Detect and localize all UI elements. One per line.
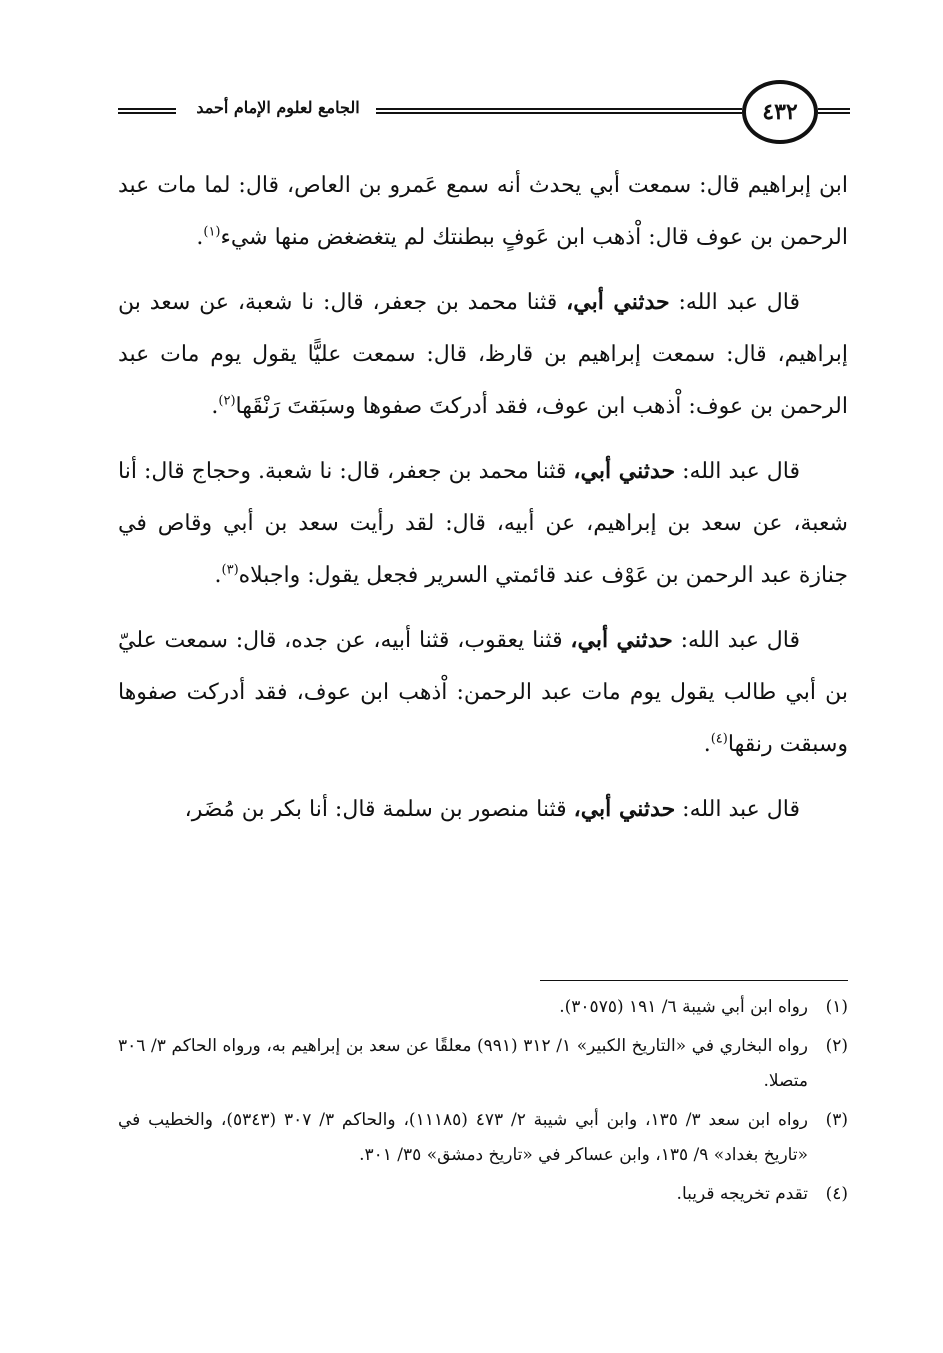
- paragraph-5-text: قثنا منصور بن سلمة قال: أنا بكر بن مُضَر،: [184, 797, 574, 822]
- footnote-separator: [540, 980, 848, 981]
- footnote-text: رواه البخاري في «التاريخ الكبير» ١/ ٣١٢ (٩٩١) معلقًا عن سعد بن إبراهيم به، ورواه الحاكم ٣/ ٣٠٦ متصلا.: [118, 1036, 808, 1091]
- paragraph-5-bold: حدثني أبي،: [573, 796, 676, 822]
- paragraph-3-end: .: [214, 563, 222, 588]
- running-title: الجامع لعلوم الإمام أحمد: [196, 98, 360, 117]
- paragraph-2-text: قثنا محمد بن جعفر، قال: نا شعبة، عن سعد بن إبراهيم، قال: سمعت إبراهيم بن قارظ، قال: سمعت عليًّا يقول يوم مات عبد الرحمن بن عوف: اْذهب ابن عوف، فقد أدركتَ صفوها وسبَقتَ رَنْقَها: [118, 290, 848, 419]
- footnote-ref-1: (١): [203, 224, 221, 240]
- footnote-ref-2: (٢): [218, 393, 236, 409]
- footnote-number: (٤): [825, 1184, 848, 1204]
- footnote-ref-4: (٤): [710, 731, 728, 747]
- paragraph-4-bold: حدثني أبي،: [570, 627, 673, 653]
- header-rule-left: [118, 108, 176, 114]
- page-number-frame: [742, 80, 818, 144]
- footnote-number: (١): [825, 997, 848, 1017]
- footnote-number: (٣): [825, 1110, 848, 1130]
- header-rule-middle: [376, 108, 742, 114]
- footnote-text: تقدم تخريجه قريبا.: [676, 1184, 808, 1204]
- paragraph-4-lead: قال عبد الله:: [672, 628, 801, 653]
- paragraph-3-text: قثنا محمد بن جعفر، قال: نا شعبة. وحجاج قال: أنا شعبة، عن سعد بن إبراهيم، عن أبيه، قال: لقد رأيت سعد بن أبي وقاص في جنازة عبد الرحمن بن عَوْف عند قائمتي السرير فجعل يقول: واجبلاه: [118, 459, 848, 588]
- paragraph-3-lead: قال عبد الله:: [675, 459, 801, 484]
- main-text: [118, 160, 848, 848]
- paragraph-2-end: .: [211, 394, 219, 419]
- footnote-text: رواه ابن سعد ٣/ ١٣٥، وابن أبي شيبة ٢/ ٤٧٣ (١١١٨٥)، والحاكم ٣/ ٣٠٧ (٥٣٤٣)، والخطيب في «تاريخ بغداد» ٩/ ١٣٥، وابن عساكر في «تاريخ دمشق» ٣٥/ ٣٠١.: [118, 1110, 809, 1165]
- footnote-3: [118, 1103, 848, 1173]
- paragraph-1: [118, 160, 848, 264]
- paragraph-3-bold: حدثني أبي،: [573, 458, 676, 484]
- footnote-ref-3: (٣): [221, 562, 239, 578]
- paragraph-5-lead: قال عبد الله:: [675, 797, 800, 822]
- paragraph-1-text: ابن إبراهيم قال: سمعت أبي يحدث أنه سمع عَمرو بن العاص، قال: لما مات عبد الرحمن بن عوف قال: اْذهب ابن عَوفٍ ببطنتك لم يتغضغض منها شيء: [118, 173, 848, 250]
- paragraph-4: [118, 614, 848, 771]
- footnote-4: [118, 1177, 848, 1212]
- paragraph-5: [118, 783, 848, 836]
- paragraph-3: [118, 445, 848, 602]
- footnotes: [118, 990, 848, 1216]
- paragraph-1-end: .: [196, 225, 204, 250]
- paragraph-2-bold: حدثني أبي،: [566, 289, 670, 315]
- paragraph-4-text: قثنا يعقوب، قثنا أبيه، عن جده، قال: سمعت عليّ بن أبي طالب يقول يوم مات عبد الرحمن: اْذهب ابن عوف، فقد أدركت صفوها وسبقت رنقها: [118, 628, 848, 757]
- paragraph-2: [118, 276, 848, 433]
- paragraph-2-lead: قال عبد الله:: [669, 290, 801, 315]
- footnote-1: [118, 990, 848, 1025]
- header-rule-right: [818, 108, 850, 114]
- footnote-text: رواه ابن أبي شيبة ٦/ ١٩١ (٣٠٥٧٥).: [559, 997, 808, 1017]
- page-number: ٤٣٢: [762, 99, 798, 125]
- footnote-number: (٢): [825, 1036, 848, 1056]
- page-header: [118, 72, 850, 152]
- footnote-2: [118, 1029, 848, 1099]
- paragraph-4-end: .: [703, 732, 711, 757]
